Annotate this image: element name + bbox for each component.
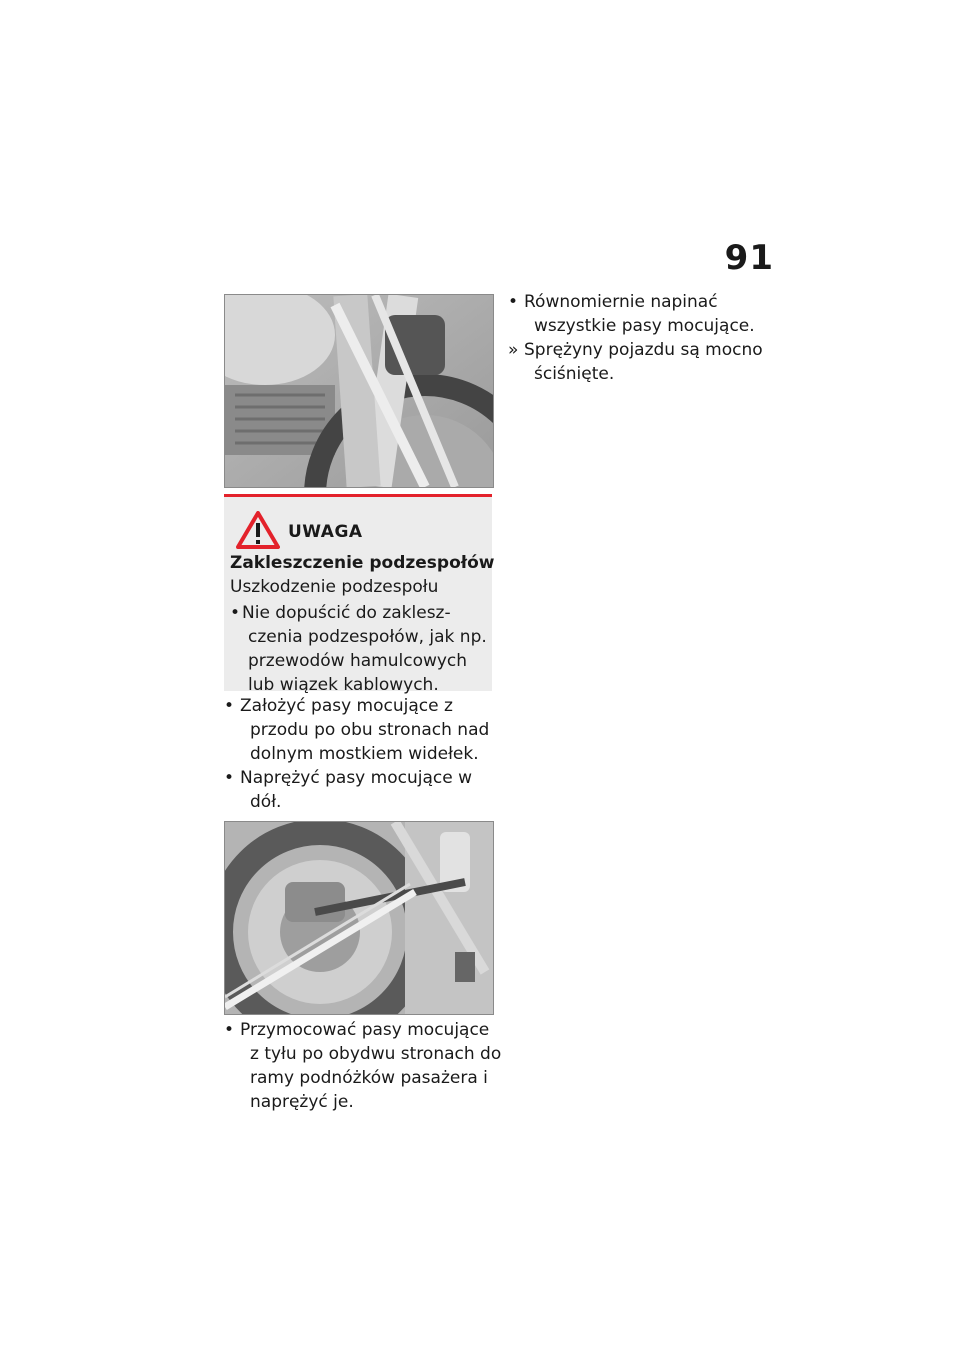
list-item <box>224 1018 501 1114</box>
warning-triangle-icon <box>236 511 280 549</box>
step-line: ramy podnóżków pasażera i <box>250 1068 488 1088</box>
warning-bullet <box>230 601 492 697</box>
steps-tension <box>508 290 763 386</box>
list-item <box>508 290 763 338</box>
result-symbol: » <box>508 340 519 360</box>
warning-box <box>224 494 495 695</box>
page-number: 91 <box>724 238 774 278</box>
step-line: dolnym mostkiem widełek. <box>250 744 479 764</box>
step-line: Przymocować pasy mocujące <box>240 1020 490 1040</box>
step-line: wszystkie pasy mocujące. <box>534 316 755 336</box>
rear-frame-photo <box>224 821 494 1015</box>
steps-rear <box>224 1018 501 1114</box>
step-line: ściśnięte. <box>534 364 615 384</box>
bullet-symbol: • <box>508 292 519 312</box>
bullet-symbol: • <box>224 1020 235 1040</box>
step-line: Sprężyny pojazdu są mocno <box>524 340 763 360</box>
list-item <box>224 766 489 814</box>
step-line: przodu po obu stronach nad <box>250 720 490 740</box>
bullet-symbol: • <box>230 603 241 623</box>
list-item <box>508 338 763 386</box>
step-line: dół. <box>250 792 282 812</box>
bullet-symbol: • <box>224 768 235 788</box>
step-line: Założyć pasy mocujące z <box>240 696 453 716</box>
step-line: Równomiernie napinać <box>524 292 718 312</box>
bullet-symbol: • <box>224 696 235 716</box>
warning-bullet-line: czenia podzespołów, jak np. <box>248 627 487 647</box>
list-item <box>224 694 489 766</box>
warning-subtitle: Zakleszczenie podzespołów <box>230 553 495 573</box>
step-line: z tyłu po obydwu stronach do <box>250 1044 502 1064</box>
step-line: Naprężyć pasy mocujące w <box>240 768 472 788</box>
warning-bullet-line: Nie dopuścić do zaklesz- <box>242 603 451 623</box>
warning-text: Uszkodzenie podzespołu <box>230 577 439 597</box>
warning-bullet-line: przewodów hamulcowych <box>248 651 468 671</box>
warning-title: UWAGA <box>288 522 363 542</box>
warning-bullet-line: lub wiązek kablowych. <box>248 675 439 695</box>
steps-front <box>224 694 489 814</box>
step-line: naprężyć je. <box>250 1092 354 1112</box>
front-fork-photo <box>224 294 494 488</box>
